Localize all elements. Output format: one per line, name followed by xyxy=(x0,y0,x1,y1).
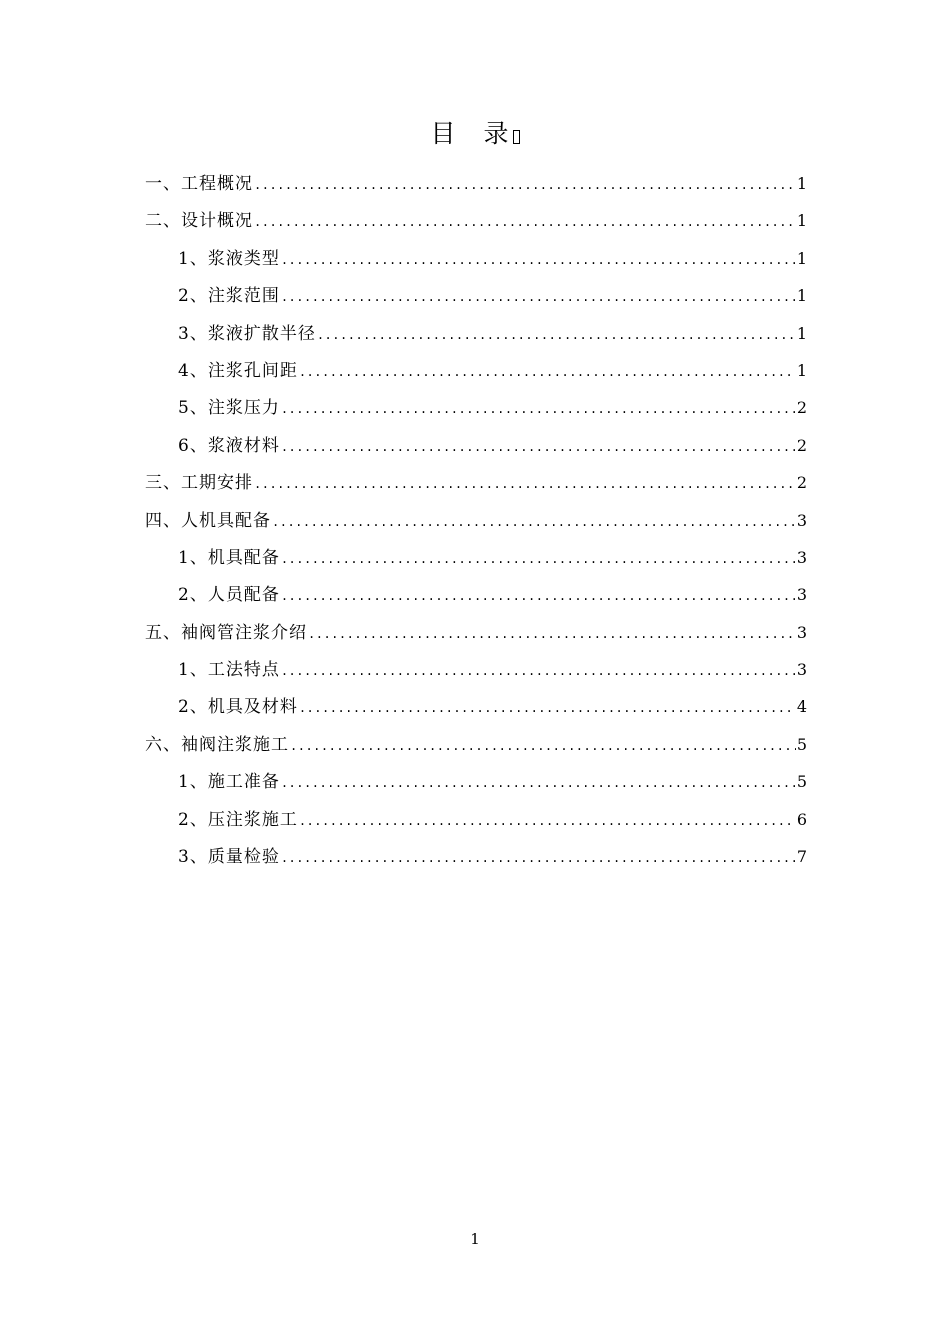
toc-entry[interactable] xyxy=(145,763,807,800)
toc-entry-page-number: 1 xyxy=(796,248,807,268)
toc-dot-leader xyxy=(254,167,796,204)
toc-dot-leader xyxy=(281,242,796,279)
toc-dot-leader xyxy=(299,803,796,840)
toc-entry-label: 四、人机具配备 xyxy=(145,510,271,531)
toc-entry-label: 2、机具及材料 xyxy=(178,697,298,718)
toc-entry-page-number: 1 xyxy=(796,323,807,343)
toc-title xyxy=(0,116,950,152)
toc-entry-label: 五、袖阀管注浆介绍 xyxy=(145,622,307,643)
toc-entry-page-number: 2 xyxy=(796,473,807,493)
toc-entry-label: 1、机具配备 xyxy=(178,547,280,568)
toc-dot-leader xyxy=(281,541,796,578)
toc-dot-leader xyxy=(272,504,796,541)
toc-dot-leader xyxy=(281,429,796,466)
toc-entry[interactable] xyxy=(145,502,807,539)
toc-entry-label: 5、注浆压力 xyxy=(178,398,280,419)
toc-entry[interactable] xyxy=(145,427,807,464)
toc-dot-leader xyxy=(254,204,796,241)
toc-title-char-2: 录 xyxy=(483,119,511,148)
toc-entry[interactable] xyxy=(145,801,807,838)
toc-entry-label: 6、浆液材料 xyxy=(178,435,280,456)
toc-entry-page-number: 3 xyxy=(796,547,807,567)
field-marker-icon xyxy=(513,130,520,144)
toc-entry-label: 1、施工准备 xyxy=(178,772,280,793)
toc-entry-page-number: 4 xyxy=(796,697,807,717)
toc-entry-label: 2、人员配备 xyxy=(178,585,280,606)
toc-entry-page-number: 5 xyxy=(796,772,807,792)
toc-dot-leader xyxy=(281,765,796,802)
toc-dot-leader xyxy=(299,354,796,391)
toc-entry-page-number: 7 xyxy=(796,847,807,867)
toc-entry-page-number: 6 xyxy=(796,809,807,829)
toc-entry-page-number: 3 xyxy=(796,585,807,605)
toc-entry[interactable] xyxy=(145,202,807,239)
toc-entry-label: 三、工期安排 xyxy=(145,473,253,494)
toc-dot-leader xyxy=(281,391,796,428)
toc-entry-label: 六、袖阀注浆施工 xyxy=(145,734,289,755)
toc-title-char-1: 目 xyxy=(430,119,458,148)
toc-entry-page-number: 1 xyxy=(796,211,807,231)
toc-entry-label: 2、压注浆施工 xyxy=(178,809,298,830)
toc-entry[interactable] xyxy=(145,838,807,875)
toc-entry-label: 4、注浆孔间距 xyxy=(178,360,298,381)
toc-entry[interactable] xyxy=(145,352,807,389)
toc-entry[interactable] xyxy=(145,576,807,613)
toc-dot-leader xyxy=(254,466,796,503)
toc-entry-page-number: 3 xyxy=(796,510,807,530)
toc-dot-leader xyxy=(299,690,796,727)
toc-entry[interactable] xyxy=(145,539,807,576)
toc-dot-leader xyxy=(308,616,796,653)
toc-dot-leader xyxy=(290,728,796,765)
page-number: 1 xyxy=(470,1230,480,1248)
toc-entry-label: 3、质量检验 xyxy=(178,847,280,868)
toc-entry-page-number: 3 xyxy=(796,622,807,642)
table-of-contents xyxy=(145,165,807,875)
toc-entry[interactable] xyxy=(145,165,807,202)
toc-entry[interactable] xyxy=(145,240,807,277)
toc-entry[interactable] xyxy=(145,464,807,501)
toc-entry-label: 二、设计概况 xyxy=(145,211,253,232)
toc-entry-label: 3、浆液扩散半径 xyxy=(178,323,316,344)
toc-dot-leader xyxy=(281,279,796,316)
toc-entry-page-number: 2 xyxy=(796,398,807,418)
toc-entry[interactable] xyxy=(145,315,807,352)
toc-dot-leader xyxy=(281,578,796,615)
toc-dot-leader xyxy=(281,840,796,877)
toc-entry-label: 2、注浆范围 xyxy=(178,286,280,307)
toc-entry-page-number: 5 xyxy=(796,734,807,754)
toc-entry-page-number: 1 xyxy=(796,286,807,306)
toc-entry-page-number: 1 xyxy=(796,360,807,380)
toc-entry-label: 1、浆液类型 xyxy=(178,248,280,269)
toc-entry-label: 1、工法特点 xyxy=(178,660,280,681)
toc-entry-label: 一、工程概况 xyxy=(145,174,253,194)
toc-entry[interactable] xyxy=(145,688,807,725)
toc-entry[interactable] xyxy=(145,614,807,651)
toc-entry-page-number: 1 xyxy=(796,174,807,193)
toc-entry[interactable] xyxy=(145,277,807,314)
toc-entry-page-number: 3 xyxy=(796,660,807,680)
toc-entry[interactable] xyxy=(145,389,807,426)
toc-dot-leader xyxy=(317,317,796,354)
toc-entry[interactable] xyxy=(145,651,807,688)
toc-dot-leader xyxy=(281,653,796,690)
toc-entry[interactable] xyxy=(145,726,807,763)
toc-entry-page-number: 2 xyxy=(796,435,807,455)
